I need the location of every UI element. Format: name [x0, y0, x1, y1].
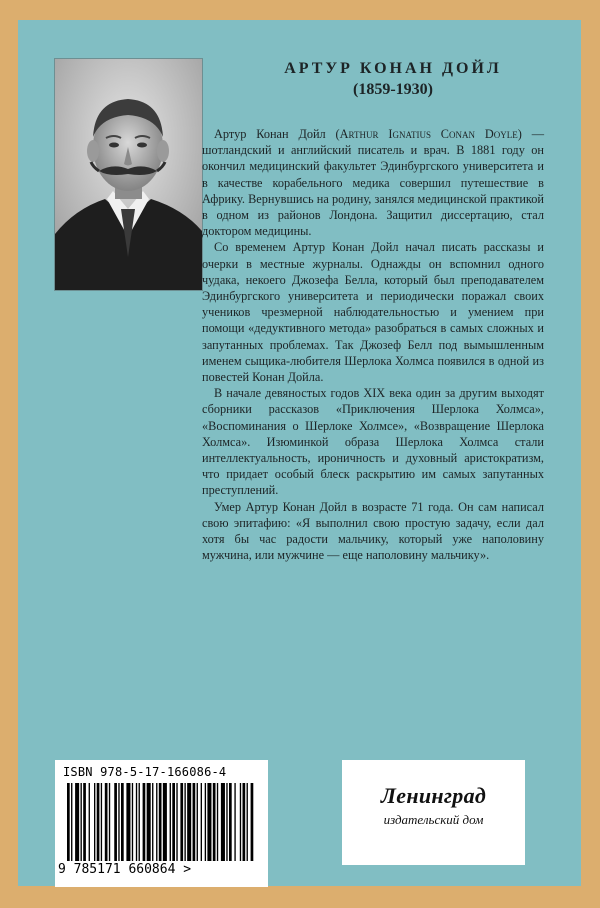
barcode-bar — [143, 783, 146, 861]
author-portrait-image — [55, 59, 202, 290]
barcode-bar — [152, 783, 153, 861]
barcode-bar — [247, 783, 248, 861]
barcode-bar — [126, 783, 130, 861]
barcode-bar — [89, 783, 90, 861]
barcode-bar — [205, 783, 206, 861]
barcode-bar — [251, 783, 254, 861]
publisher-logo — [342, 760, 525, 865]
author-name: АРТУР КОНАН ДОЙЛ — [284, 60, 502, 77]
barcode-bar — [105, 783, 108, 861]
barcode-bar — [240, 783, 241, 861]
latin-name: Arthur Ignatius Conan Doyle — [339, 127, 518, 141]
barcode-bar — [213, 783, 216, 861]
barcode-bar — [147, 783, 151, 861]
barcode-bar — [163, 783, 167, 861]
barcode-bar — [83, 783, 86, 861]
barcode-bar — [121, 783, 124, 861]
barcode-bar — [139, 783, 140, 861]
publisher-name: Ленинград — [380, 783, 487, 808]
barcode-bar — [187, 783, 191, 861]
barcode-bar — [156, 783, 157, 861]
barcode-bar — [197, 783, 198, 861]
barcode-bar — [243, 783, 246, 861]
barcode-bars — [67, 783, 257, 863]
barcode-bar — [71, 783, 72, 861]
barcode-bar — [172, 783, 175, 861]
barcode-bar — [75, 783, 79, 861]
author-portrait — [55, 59, 202, 290]
back-cover — [18, 20, 581, 886]
barcode-bar — [193, 783, 196, 861]
barcode-bar — [159, 783, 162, 861]
barcode-bar — [170, 783, 171, 861]
publisher-subtitle: издательский дом — [383, 812, 484, 827]
barcode-bar — [176, 783, 177, 861]
barcode-bar — [180, 783, 183, 861]
barcode-bar — [67, 783, 70, 861]
barcode-bar — [184, 783, 185, 861]
barcode-bar — [201, 783, 202, 861]
barcode-bar — [114, 783, 117, 861]
barcode-bar — [109, 783, 110, 861]
isbn-text: ISBN 978-5-17-166086-4 — [63, 765, 227, 779]
barcode-bar — [132, 783, 133, 861]
bio-paragraph-3: В начале девяностых годов XIX века один за другим выходят сборники рассказов «Приключения Шерлока Холмса», «Воспоминания о Шерлоке Холмсе», «Возвращение Шерлока Холмса». Изюминкой образа Шерлока Холмса стали интеллектуальность, ироничность и духовный аристократизм, что придает особый блеск раскрытию им самых запутанных преступлений. — [202, 386, 544, 498]
barcode-bar — [229, 783, 232, 861]
author-biography — [202, 126, 544, 563]
barcode-bar — [226, 783, 227, 861]
ean-digits: 9 785171 660864 > — [58, 862, 192, 877]
barcode-bar — [136, 783, 137, 861]
barcode-bar — [97, 783, 100, 861]
bio-paragraph-1: Артур Конан Дойл (Arthur Ignatius Conan Doyle) — шотландский и английский писатель и врач. В 1881 году он окончил медицинский факультет Эдинбургского университета и в качестве корабельного медика совершил путешествие в Африку. Вернувшись на родину, занялся медицинской практикой в одном из районов Лондона. Защитил диссертацию, стал доктором медицины. — [202, 127, 544, 239]
barcode-bar — [234, 783, 235, 861]
barcode-bar — [217, 783, 218, 861]
barcode-bar — [221, 783, 225, 861]
bio-paragraph-2: Со временем Артур Конан Дойл начал писать рассказы и очерки в местные журналы. Однажды он вспомнил одного чудака, некоего Джозефа Белла, который был преподавателем Эдинбургского университета и периодически поражал своих учеников чрезмерной наблюдательностью и умением при помощи «дедуктивного метода» разобраться в самых сложных и запутанных проблемах. Так Джозеф Белл под вымышленным именем сыщика-любителя Шерлока Холмса появился в одной из повестей Конан Дойла. — [202, 240, 544, 385]
barcode-bar — [94, 783, 95, 861]
barcode-bar — [101, 783, 102, 861]
barcode-box — [55, 760, 268, 887]
barcode-bar — [81, 783, 82, 861]
author-years: (1859-1930) — [353, 81, 433, 98]
barcode-bar — [207, 783, 211, 861]
bio-paragraph-4: Умер Артур Конан Дойл в возрасте 71 года. Он сам написал свою эпитафию: «Я выполнил свою простую задачу, если дал хотя бы час радости мальчику, который уже наполовину мужчина, или мужчине — еще наполовину мальчику». — [202, 499, 544, 563]
barcode-bar — [118, 783, 119, 861]
